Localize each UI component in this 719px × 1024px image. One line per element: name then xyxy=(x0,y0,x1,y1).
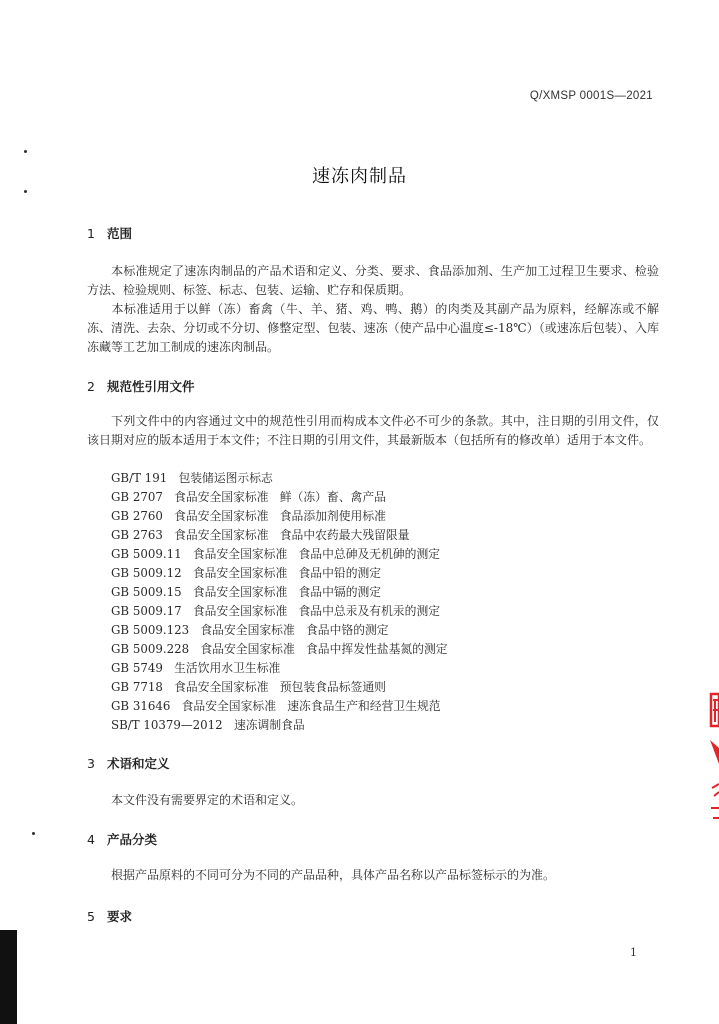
section-number: 1 xyxy=(87,226,95,241)
section-4-paragraph-1 xyxy=(87,866,659,885)
section-number: 3 xyxy=(87,756,95,771)
reference-item: GB 5009.12 食品安全国家标准 食品中铅的测定 xyxy=(111,566,382,580)
section-1-paragraph-2 xyxy=(87,300,659,357)
section-4-heading xyxy=(87,830,157,848)
reference-item: GB 5009.123 食品安全国家标准 食品中铬的测定 xyxy=(111,623,389,637)
reference-item: GB/T 191 包装储运图示标志 xyxy=(111,471,273,485)
paragraph-text: 根据产品原料的不同可分为不同的产品品种，具体产品名称以产品标签标示的为准。 xyxy=(111,868,556,882)
section-2-paragraph-1 xyxy=(87,412,659,450)
section-number: 4 xyxy=(87,832,95,847)
document-title: 速冻肉制品 xyxy=(312,166,407,187)
reference-item: GB 7718 食品安全国家标准 预包装食品标签通则 xyxy=(111,680,386,694)
section-number: 5 xyxy=(87,909,95,924)
standard-code: Q/XMSP 0001S—2021 xyxy=(529,90,653,102)
section-2-heading xyxy=(87,377,195,395)
section-1-heading xyxy=(87,224,132,242)
scan-edge-bar xyxy=(0,930,17,1024)
scan-speck xyxy=(24,150,27,153)
scan-speck xyxy=(24,190,27,193)
reference-item: GB 2760 食品安全国家标准 食品添加剂使用标准 xyxy=(111,509,386,523)
paragraph-text: 下列文件中的内容通过文中的规范性引用而构成本文件必不可少的条款。其中，注日期的引用文件，仅该日期对应的版本适用于本文件；不注日期的引用文件，其最新版本（包括所有的修改单）适用于本文件。 xyxy=(87,414,659,447)
paragraph-text: 本标准规定了速冻肉制品的产品术语和定义、分类、要求、食品添加剂、生产加工过程卫生要求、检验方法、检验规则、标签、标志、包装、运输、贮存和保质期。 xyxy=(87,264,659,297)
reference-item: GB 5009.11 食品安全国家标准 食品中总砷及无机砷的测定 xyxy=(111,547,441,561)
section-title: 术语和定义 xyxy=(107,756,170,771)
section-3-heading xyxy=(87,754,170,772)
seal-stamp-fragment xyxy=(705,688,719,838)
reference-item: GB 31646 食品安全国家标准 速冻食品生产和经营卫生规范 xyxy=(111,699,441,713)
page-number: 1 xyxy=(630,946,637,959)
section-title: 规范性引用文件 xyxy=(107,379,195,394)
section-title: 产品分类 xyxy=(107,832,158,847)
reference-item: GB 2707 食品安全国家标准 鲜（冻）畜、禽产品 xyxy=(111,490,386,504)
section-title: 范围 xyxy=(107,226,133,241)
paragraph-text: 本标准适用于以鲜（冻）畜禽（牛、羊、猪、鸡、鸭、鹅）的肉类及其副产品为原料，经解冻或不解冻、清洗、去杂、分切或不分切、修整定型、包装、速冻（使产品中心温度≤-18℃）（或速冻后包装）、入库冻藏等工艺加工制成的速冻肉制品。 xyxy=(87,302,659,354)
scan-speck xyxy=(32,832,35,835)
reference-item: GB 5009.17 食品安全国家标准 食品中总汞及有机汞的测定 xyxy=(111,604,441,618)
reference-item: SB/T 10379—2012 速冻调制食品 xyxy=(111,718,305,732)
section-1-paragraph-1 xyxy=(87,262,659,300)
paragraph-text: 本文件没有需要界定的术语和定义。 xyxy=(111,793,304,807)
section-title: 要求 xyxy=(107,909,133,924)
reference-item: GB 5749 生活饮用水卫生标准 xyxy=(111,661,281,675)
reference-item: GB 5009.228 食品安全国家标准 食品中挥发性盐基氮的测定 xyxy=(111,642,448,656)
section-5-heading xyxy=(87,907,132,925)
reference-item: GB 2763 食品安全国家标准 食品中农药最大残留限量 xyxy=(111,528,410,542)
reference-item: GB 5009.15 食品安全国家标准 食品中镉的测定 xyxy=(111,585,382,599)
section-3-paragraph-1 xyxy=(87,791,659,810)
section-number: 2 xyxy=(87,379,95,394)
